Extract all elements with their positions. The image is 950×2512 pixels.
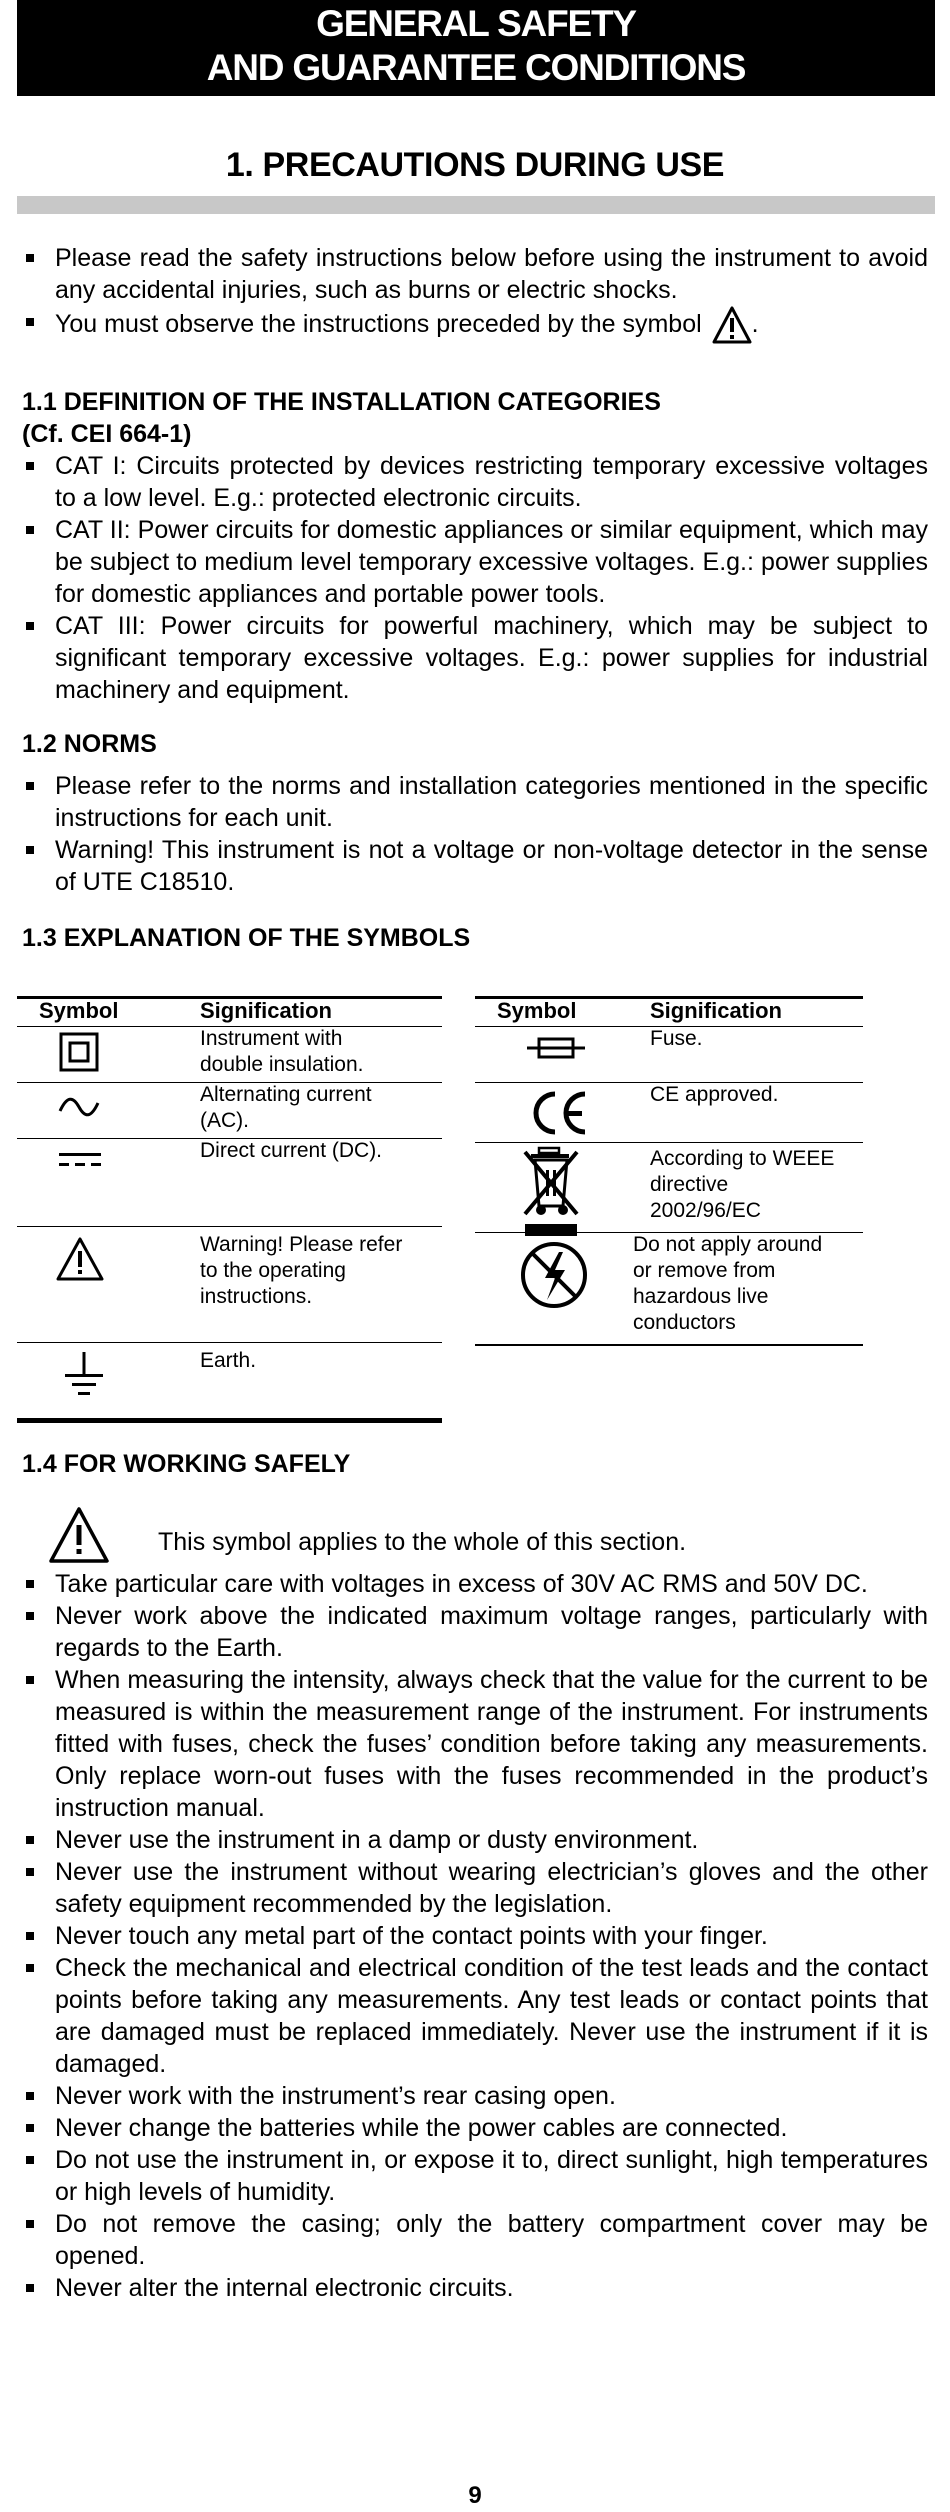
col-header-signification: Signification bbox=[650, 998, 782, 1023]
s11-heading-line-2: (Cf. CEI 664-1) bbox=[22, 420, 192, 448]
col-header-symbol: Symbol bbox=[497, 998, 577, 1023]
row-signification bbox=[633, 1232, 822, 1336]
table-rule bbox=[475, 1142, 863, 1143]
intro-bullet-tail: . bbox=[751, 310, 759, 338]
section-divider bbox=[17, 196, 935, 214]
section-title: 1. PRECAUTIONS DURING USE bbox=[225, 146, 725, 184]
warning-triangle-icon bbox=[48, 1506, 110, 1569]
row-signification bbox=[200, 1026, 363, 1078]
table-rule bbox=[17, 1342, 442, 1343]
list-item: Never work with the instrument’s rear casing open. bbox=[22, 2080, 928, 2112]
signification-line: CE approved. bbox=[650, 1083, 779, 1106]
page-number: 9 bbox=[468, 2482, 482, 2509]
table-rule bbox=[17, 1226, 442, 1227]
s13-heading: 1.3 EXPLANATION OF THE SYMBOLS bbox=[22, 924, 471, 952]
list-item: Never use the instrument without wearing electrician’s gloves and the other safety equipment recommended by the legislation. bbox=[22, 1856, 928, 1920]
fuse-icon bbox=[525, 1036, 587, 1060]
signification-line: to the operating bbox=[200, 1259, 346, 1282]
list-item: Never change the batteries while the power cables are connected. bbox=[22, 2112, 928, 2144]
list-item: Please refer to the norms and installation categories mentioned in the specific instructions for each unit. bbox=[22, 770, 928, 834]
list-item: CAT III: Power circuits for powerful machinery, which may be subject to significant temporary excessive voltages. E.g.: power supplies for industrial machinery and equipment. bbox=[22, 610, 928, 706]
signification-line: 2002/96/EC bbox=[650, 1199, 761, 1222]
signification-line: (AC). bbox=[200, 1109, 249, 1132]
banner-line-1: GENERAL SAFETY bbox=[316, 3, 636, 44]
s12-heading: 1.2 NORMS bbox=[22, 730, 157, 758]
signification-line: Do not apply around bbox=[633, 1233, 823, 1256]
row-signification bbox=[200, 1082, 372, 1134]
signification-line: Fuse. bbox=[650, 1027, 703, 1050]
signification-line: conductors bbox=[633, 1311, 736, 1334]
row-signification bbox=[650, 1146, 834, 1224]
row-signification bbox=[200, 1138, 382, 1164]
list-item bbox=[22, 242, 928, 306]
no-hazardous-live-icon bbox=[519, 1240, 589, 1310]
direct-current-icon bbox=[57, 1148, 103, 1172]
row-signification bbox=[650, 1082, 778, 1108]
ce-mark-icon bbox=[525, 1086, 591, 1140]
list-item: CAT I: Circuits protected by devices restricting temporary excessive voltages to a low level. E.g.: protected electronic circuits. bbox=[22, 450, 928, 514]
col-header-signification: Signification bbox=[200, 998, 332, 1023]
list-item: Take particular care with voltages in excess of 30V AC RMS and 50V DC. bbox=[22, 1568, 928, 1600]
intro-bullet-text: You must observe the instructions preceded by the symbol bbox=[55, 310, 702, 338]
list-item bbox=[22, 306, 928, 344]
banner-line-2: AND GUARANTEE CONDITIONS bbox=[206, 47, 746, 88]
s11-heading-line-1: 1.1 DEFINITION OF THE INSTALLATION CATEGORIES bbox=[22, 388, 661, 416]
warning-triangle-icon bbox=[55, 1236, 105, 1282]
list-item: Check the mechanical and electrical condition of the test leads and the contact points before taking any measurements. Any test leads or contact points that are damaged must be replaced immediately. Never use the instrument if it is damaged. bbox=[22, 1952, 928, 2080]
list-item: CAT II: Power circuits for domestic appliances or similar equipment, which may be subject to medium level temporary excessive voltages. E.g.: power supplies for domestic appliances and portable power tools. bbox=[22, 514, 928, 610]
table-rule bbox=[475, 1344, 863, 1346]
signification-line: or remove from bbox=[633, 1259, 776, 1282]
list-item: When measuring the intensity, always check that the value for the current to be measured is within the measurement range of the instrument. For instruments fitted with fuses, check the fuses’ condition before taking any measurements. Only replace worn-out fuses with the fuses recommended in the product’s instruction manual. bbox=[22, 1664, 928, 1824]
symbols-table-right bbox=[475, 996, 863, 1356]
alternating-current-icon bbox=[57, 1092, 101, 1122]
list-item: Never use the instrument in a damp or dusty environment. bbox=[22, 1824, 928, 1856]
col-header-symbol: Symbol bbox=[39, 998, 119, 1023]
list-item: Do not remove the casing; only the battery compartment cover may be opened. bbox=[22, 2208, 928, 2272]
title-banner bbox=[17, 0, 935, 96]
earth-icon bbox=[61, 1350, 107, 1400]
list-item: Do not use the instrument in, or expose it to, direct sunlight, high temperatures or high levels of humidity. bbox=[22, 2144, 928, 2208]
list-item: Never alter the internal electronic circuits. bbox=[22, 2272, 928, 2304]
list-item: Never touch any metal part of the contact points with your finger. bbox=[22, 1920, 928, 1952]
intro-bullet-text: Please read the safety instructions below before using the instrument to avoid any accidental injuries, such as burns or electric shocks. bbox=[55, 244, 928, 304]
double-insulation-icon bbox=[59, 1032, 99, 1072]
signification-line: instructions. bbox=[200, 1285, 313, 1308]
table-rule bbox=[17, 1418, 442, 1423]
signification-line: Instrument with bbox=[200, 1027, 343, 1050]
weee-crossed-bin-icon bbox=[521, 1144, 581, 1240]
signification-line: Direct current (DC). bbox=[200, 1139, 383, 1162]
signification-line: According to WEEE bbox=[650, 1147, 835, 1170]
row-signification bbox=[200, 1232, 402, 1310]
s14-bullets bbox=[22, 1568, 928, 2304]
signification-line: double insulation. bbox=[200, 1053, 364, 1076]
s14-heading: 1.4 FOR WORKING SAFELY bbox=[22, 1450, 351, 1478]
signification-line: Earth. bbox=[200, 1349, 257, 1372]
list-item: Warning! This instrument is not a voltage or non-voltage detector in the sense of UTE C18510. bbox=[22, 834, 928, 898]
row-signification bbox=[650, 1026, 703, 1052]
symbols-table-left bbox=[17, 996, 442, 1426]
list-item: Never work above the indicated maximum voltage ranges, particularly with regards to the Earth. bbox=[22, 1600, 928, 1664]
row-signification bbox=[200, 1348, 256, 1374]
warning-triangle-icon bbox=[712, 306, 752, 344]
symbol-note: This symbol applies to the whole of this section. bbox=[158, 1528, 687, 1556]
s11-bullets bbox=[22, 450, 928, 706]
intro-bullets bbox=[22, 242, 928, 344]
signification-line: hazardous live bbox=[633, 1285, 769, 1308]
signification-line: Warning! Please refer bbox=[200, 1233, 403, 1256]
signification-line: Alternating current bbox=[200, 1083, 372, 1106]
s12-bullets bbox=[22, 770, 928, 898]
signification-line: directive bbox=[650, 1173, 729, 1196]
